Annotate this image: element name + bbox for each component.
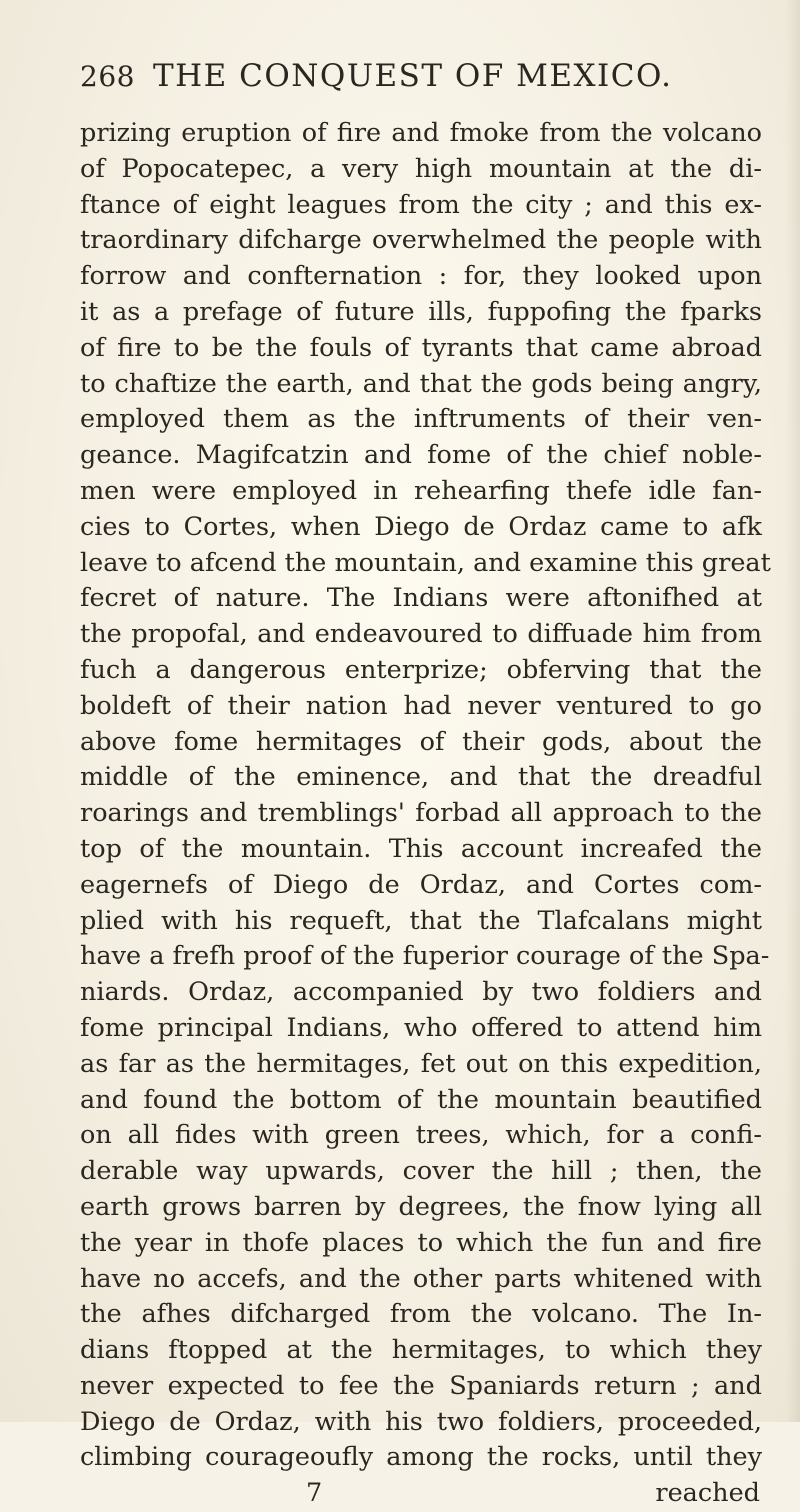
text-line: employed them as the inftruments of their ven- <box>80 404 762 435</box>
text-line: climbing courageoufly among the rocks, until they <box>80 1442 762 1473</box>
text-line: boldeft of their nation had never ventured to go <box>80 690 762 721</box>
text-line: of fire to be the fouls of tyrants that came abroad <box>80 332 762 363</box>
text-line: above fome hermitages of their gods, about the <box>80 726 762 757</box>
text-line: ftance of eight leagues from the city ; and this ex- <box>80 189 762 220</box>
text-line: have a frefh proof of the fuperior courage of the Spa- <box>80 941 770 972</box>
text-line: prizing eruption of fire and fmoke from the volcano <box>80 118 762 148</box>
text-line: leave to afcend the mountain, and examine this great <box>80 547 771 578</box>
text-line: forrow and confternation : for, they looked upon <box>80 261 762 292</box>
text-line: as far as the hermitages, fet out on this expedition, <box>80 1048 762 1079</box>
text-line: Diego de Ordaz, with his two foldiers, proceeded, <box>80 1406 762 1437</box>
text-line: on all fides with green trees, which, for a confi- <box>80 1120 762 1151</box>
text-line: and found the bottom of the mountain beautified <box>80 1084 762 1115</box>
text-line: never expected to fee the Spaniards return ; and <box>80 1370 762 1401</box>
text-line: traordinary difcharge overwhelmed the people with <box>80 225 762 256</box>
running-head: THE CONQUEST OF MEXICO. <box>152 58 673 94</box>
text-line: it as a prefage of future ills, fuppofing the fparks <box>80 296 762 327</box>
body-text <box>80 116 771 1476</box>
text-line: the afhes difcharged from the volcano. The In- <box>80 1299 762 1330</box>
text-line: the propofal, and endeavoured to diffuade him from <box>80 619 762 650</box>
text-line: eagernefs of Diego de Ordaz, and Cortes com- <box>80 869 762 900</box>
text-line: dians ftopped at the hermitages, to which they <box>80 1335 762 1366</box>
page-footer <box>80 1476 762 1512</box>
text-line: roarings and tremblings' forbad all approach to the <box>80 798 762 829</box>
signature-mark: 7 <box>306 1478 323 1509</box>
text-line: top of the mountain. This account increafed the <box>80 833 762 864</box>
page-edge-shadow <box>786 0 800 1422</box>
text-line: men were employed in rehearfing thefe idle fan- <box>80 475 762 506</box>
text-line: niards. Ordaz, accompanied by two foldiers and <box>80 977 762 1008</box>
text-line: the year in thofe places to which the fun and fire <box>80 1227 762 1258</box>
text-line: middle of the eminence, and that the dreadful <box>80 762 762 793</box>
text-line: derable way upwards, cover the hill ; then, the <box>80 1156 762 1187</box>
text-line: fome principal Indians, who offered to attend him <box>80 1012 762 1043</box>
text-line: cies to Cortes, when Diego de Ordaz came to afk <box>80 511 762 542</box>
text-line: plied with his requeft, that the Tlafcalans might <box>80 905 762 936</box>
page-header <box>80 58 762 104</box>
text-line: of Popocatepec, a very high mountain at the di- <box>80 153 762 184</box>
text-line: have no accefs, and the other parts whitened with <box>80 1263 762 1294</box>
text-line: geance. Magifcatzin and fome of the chief noble- <box>80 440 762 471</box>
text-line: to chaftize the earth, and that the gods being angry, <box>80 368 762 399</box>
page-number: 268 <box>80 60 135 93</box>
text-line: earth grows barren by degrees, the fnow lying all <box>80 1191 762 1222</box>
text-line: fuch a dangerous enterprize; obferving that the <box>80 654 762 685</box>
catchword: reached <box>655 1478 760 1509</box>
text-line: fecret of nature. The Indians were aftonifhed at <box>80 583 762 614</box>
